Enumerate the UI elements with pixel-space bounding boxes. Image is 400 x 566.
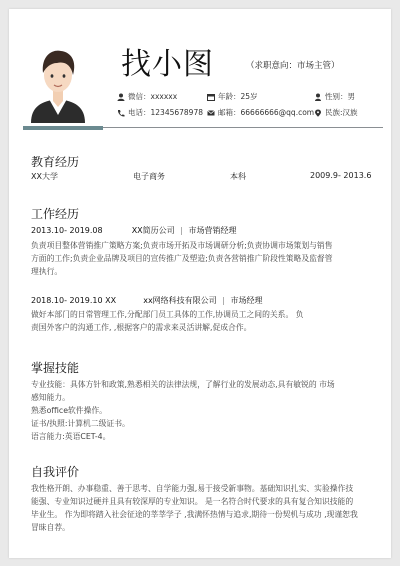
job-1-separator: | [180, 226, 183, 235]
edu-school: XX大学 [31, 172, 58, 181]
edu-period: 2009.9- 2013.6 [310, 171, 372, 180]
info-age [207, 91, 258, 102]
gender-text: 性别：男 [325, 92, 355, 101]
info-ethnicity [314, 107, 358, 118]
evaluation-title: 自我评价 [31, 465, 80, 479]
skills-line-4: 证书/执照:计算机二级证书。 [31, 419, 130, 428]
evaluation-line-1: 我性格开朗、办事稳重、善于思考、自学能力强,易于接受新事物。基础知识扎实、实验操作技 [31, 484, 354, 493]
job-2-period: 2018.10- 2019.10 XX [31, 296, 117, 305]
job-1-line-2: 方面的工作;负责企业品牌及项目的宣传推广及塑造;负责各营销推广阶段性策略及监督管 [31, 254, 333, 263]
job-2-line-1: 做好本部门的日常管理工作,分配部门员工具体的工作,协调员工之间的关系。 负 [31, 310, 304, 319]
evaluation-line-3: 毕业生。 作为即将踏入社会征途的莘莘学子 ,我满怀热情与追求,期待一份契机与成功 ,现谨恕我 [31, 510, 358, 519]
job-2-header [31, 295, 262, 306]
location-icon [314, 109, 322, 117]
job-1-position: 市场营销经理 [188, 226, 237, 235]
job-1-period: 2013.10- 2019.08 [31, 226, 103, 235]
phone-icon [117, 109, 125, 117]
job-2-separator: | [222, 296, 225, 305]
mail-icon [207, 109, 215, 117]
person-icon [314, 93, 322, 101]
candidate-name: 找小图 [121, 47, 214, 82]
job-2-position: 市场经理 [230, 296, 263, 305]
info-wechat [117, 91, 177, 102]
work-title: 工作经历 [31, 207, 80, 221]
avatar [27, 43, 89, 123]
ethnicity-text: 民族:汉族 [325, 108, 358, 117]
skills-line-3: 熟悉office软件操作。 [31, 406, 107, 415]
info-phone [117, 107, 203, 118]
edu-major: 电子商务 [133, 172, 165, 181]
info-email [207, 107, 314, 118]
job-1-line-1: 负责项目整体营销推广策略方案;负责市场开拓及市场调研分析;负责协调市场策划与销售 [31, 241, 333, 250]
job-intent: （求职意向：市场主管） [246, 61, 340, 71]
evaluation-line-2: 能强、专业知识过硬并且具有较深厚的专业知识。 是一名符合时代要求的具有复合知识技能的 [31, 497, 354, 506]
skills-line-1: 专业技能：具体方针和政策,熟悉相关的法律法规，了解行业的发展动态,具有敏锐的 市场 [31, 380, 335, 389]
evaluation-line-4: 冒昧自荐。 [31, 523, 70, 532]
job-2-company: xx网络科技有限公司 [143, 296, 217, 305]
job-1-line-3: 理执行。 [31, 267, 63, 276]
skills-line-5: 语言能力:英语CET-4。 [31, 432, 111, 441]
wechat-text: 微信：xxxxxx [128, 92, 178, 101]
job-2-line-2: 责国外客户的沟通工作, ,根据客户的需求来灵活讲解,促成合作。 [31, 323, 252, 332]
job-1-header [31, 225, 236, 236]
info-gender [314, 91, 355, 102]
skills-line-2: 感知能力。 [31, 393, 70, 402]
job-1-company: XX简历公司 [131, 226, 175, 235]
user-icon [117, 93, 125, 101]
edu-degree: 本科 [230, 172, 246, 181]
email-text: 邮箱：66666666@qq.com [218, 108, 315, 117]
education-title: 教育经历 [31, 155, 80, 169]
header-accent-bar [23, 126, 103, 130]
calendar-icon [207, 93, 215, 101]
resume-page [9, 9, 391, 558]
skills-title: 掌握技能 [31, 361, 80, 375]
phone-text: 电话：12345678978 [128, 108, 203, 117]
age-text: 年龄：25岁 [218, 92, 258, 101]
